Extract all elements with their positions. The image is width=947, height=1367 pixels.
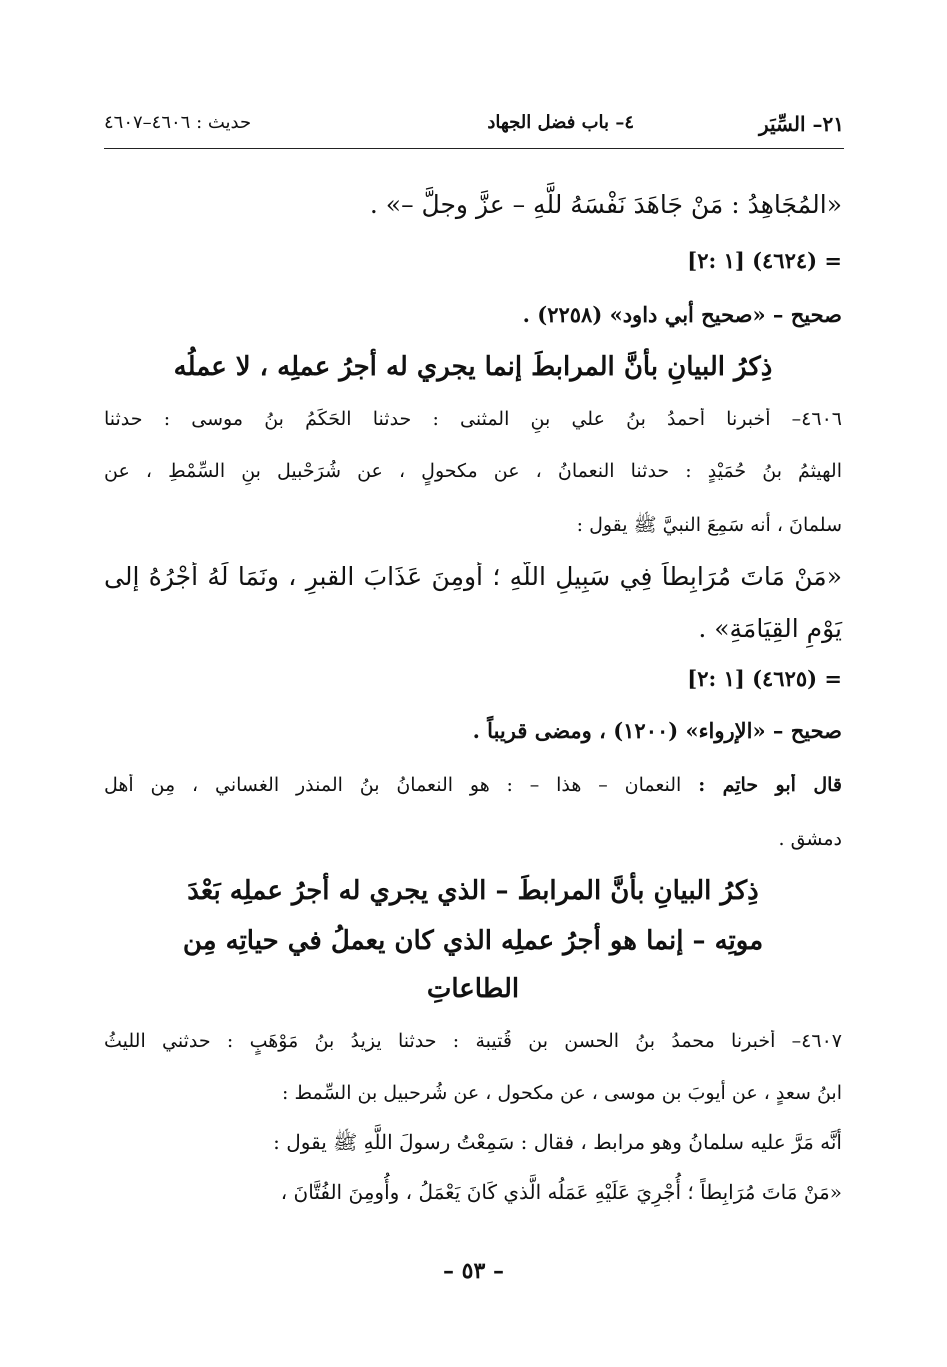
hadith-range: حديث : ٤٦٠٦–٤٦٠٧ xyxy=(104,112,252,133)
isnad-line: ٤٦٠٧– أخبرنا محمدُ بنُ الحسن بن قُتيبة : حدثنا يزيدُ بنُ مَوْهَبٍ : حدثني الليثُ xyxy=(104,1030,842,1052)
hadith-text-line: أنَّه مَرَّ عليه سلمانُ وهو مرابط ، فقال : سَمِعْتُ رسولَ اللَّهِ ﷺ يقول : xyxy=(273,1130,842,1154)
commentary-line xyxy=(104,774,842,808)
grading-line xyxy=(473,718,842,743)
chapter-title: ٢١– السِّيَر xyxy=(758,112,844,136)
commentator-label: قال أبو حاتِم : xyxy=(698,774,842,796)
running-header xyxy=(104,108,844,148)
hadith-text-line: يَوْمِ القِيَامَةِ» . xyxy=(698,614,842,643)
section-heading: ذِكرُ البيانِ بأنَّ المرابطَ إنما يجري له أجرُ عملِه ، لا عملُه xyxy=(173,352,773,382)
section-title: ٤– باب فضل الجهاد xyxy=(487,112,634,133)
isnad-line: الهيثمُ بنُ حُمَيْدٍ : حدثنا النعمانُ ، عن مكحولٍ ، عن شُرَحْبيل بنِ السِّمْطِ ، عن xyxy=(104,460,842,482)
isnad-line: ٤٦٠٦– أخبرنا أحمدُ بنُ علي بنِ المثنى : حدثنا الحَكَمُ بنُ موسى : حدثنا xyxy=(104,408,842,430)
grade-source: «الإرواء» (١٢٠٠) ، ومضى قريباً . xyxy=(472,718,766,743)
hadith-text-line: «المُجَاهِدُ : مَنْ جَاهَدَ نَفْسَهُ للَّهِ – عزَّ وجلَّ –» . xyxy=(369,190,842,219)
page-number: – ٥٣ – xyxy=(443,1258,504,1284)
grade-label: صحيح – xyxy=(772,718,842,743)
grading-line xyxy=(523,302,842,327)
commentary-line: دمشق . xyxy=(778,828,842,850)
hadith-text-line: «مَنْ مَاتَ مُرَابِطاً فِي سَبِيلِ اللَّهِ ؛ أُومِنَ عَذَابَ القبرِ ، ونَمَا لَهُ أَجْرُهُ إلى xyxy=(104,562,842,591)
section-heading: ذِكرُ البيانِ بأنَّ المرابطَ – الذي يجري له أجرُ عملِه بَعْدَ xyxy=(187,876,759,906)
cross-reference: = (٤٦٢٥) [١ :٢] xyxy=(687,666,842,691)
hadith-text-line: «مَنْ مَاتَ مُرَابِطاً ؛ أُجْرِيَ عَلَيْهِ عَمَلُه الَّذي كَانَ يَعْمَلُ ، وأُومِنَ الفُتَّانَ ، xyxy=(280,1180,842,1204)
commentary-text: النعمان – هذا – : هو النعمانُ بنُ المنذر الغساني ، مِن أهل xyxy=(104,774,682,796)
cross-reference: = (٤٦٢٤) [١ :٢] xyxy=(687,248,842,273)
section-heading: الطاعاتِ xyxy=(426,974,520,1004)
section-heading: موتِه – إنما هو أجرُ عملِه الذي كان يعملُ في حياتِه مِن xyxy=(182,926,764,956)
header-divider xyxy=(104,148,844,149)
grade-source: «صحيح أبي داود» (٢٢٥٨) . xyxy=(522,302,766,327)
isnad-line: سلمانَ ، أنه سَمِعَ النبيَّ ﷺ يقول : xyxy=(576,514,842,536)
isnad-line: ابنُ سعدٍ ، عن أيوبَ بن موسى ، عن مكحول ، عن شُرحبيل بن السِّمط : xyxy=(282,1082,842,1104)
grade-label: صحيح – xyxy=(772,302,842,327)
